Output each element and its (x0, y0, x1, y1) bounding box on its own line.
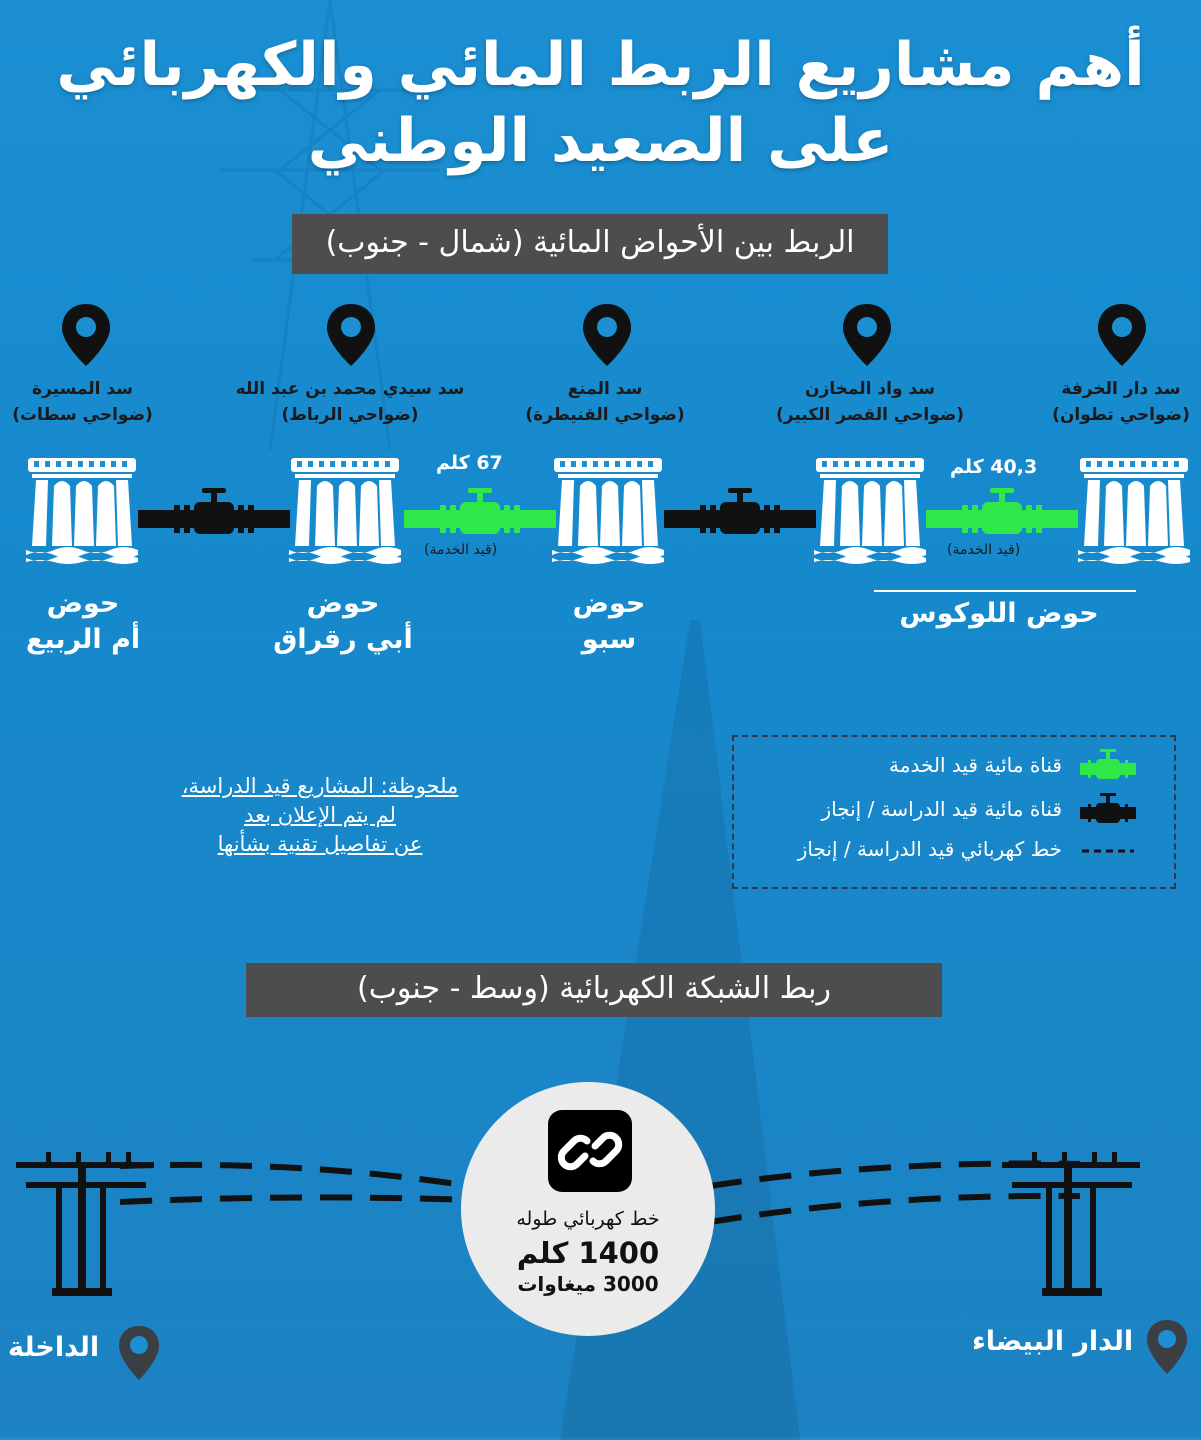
dam-icon (26, 456, 138, 564)
basin-label (268, 586, 418, 658)
pipe-planned-black (138, 488, 290, 538)
basin-label (874, 596, 1124, 632)
power-pole-icon (16, 1148, 156, 1298)
basin-line1: حوض (572, 588, 646, 619)
dam-icon (814, 456, 926, 564)
basin-line2: أم الربيع (25, 624, 141, 655)
power-line-length: 1400 كلم (516, 1236, 660, 1270)
power-section-heading: ربط الشبكة الكهربائية (وسط - جنوب) (246, 963, 942, 1017)
green-valve-icon (1080, 749, 1136, 781)
black-valve-icon (1080, 793, 1136, 825)
map-pin-icon (1144, 1318, 1190, 1376)
dam-location: (ضواحي القنيطرة) (525, 405, 685, 425)
dam-name: سد سيدي محمد بن عبد الله (235, 379, 465, 399)
basin-underline (874, 590, 1136, 592)
basin-line2: أبي رقراق (273, 624, 413, 655)
legend-label: قناة مائية قيد الدراسة / إنجاز (821, 797, 1062, 821)
note-line2: لم يتم الإعلان بعد (244, 803, 396, 827)
city-left-label: الداخلة (8, 1332, 100, 1363)
page-title-line1: أهم مشاريع الربط المائي والكهربائي (56, 30, 1145, 100)
dam-label (770, 376, 970, 428)
power-pole-icon (1002, 1148, 1142, 1298)
link-icon (548, 1110, 632, 1192)
dam-location: (ضواحي سطات) (12, 405, 153, 425)
map-pin-icon (1094, 302, 1150, 368)
note-line1: ملحوظة: المشاريع قيد الدراسة، (181, 774, 459, 798)
dam-icon (289, 456, 401, 564)
basin-line1: حوض اللوكوس (899, 598, 1099, 629)
legend-label: قناة مائية قيد الخدمة (889, 753, 1062, 777)
map-pin-icon (839, 302, 895, 368)
pipe-in-service-green (926, 488, 1078, 538)
water-section-heading: الربط بين الأحواض المائية (شمال - جنوب) (292, 214, 888, 274)
legend-item (734, 789, 1174, 829)
dam-location: (ضواحي الرباط) (281, 405, 419, 425)
dam-label (10, 376, 155, 428)
map-pin-icon (116, 1324, 162, 1382)
power-line-capacity: 3000 ميغاوات (517, 1272, 659, 1296)
dam-name: سد دار الخرفة (1061, 379, 1181, 399)
pipe-planned-black (664, 488, 816, 538)
basin-label (8, 586, 158, 658)
dam-name: سد المسيرة (32, 379, 133, 399)
dam-name: سد المنع (567, 379, 643, 399)
note-text (150, 772, 490, 859)
legend (732, 735, 1176, 889)
power-line-caption: خط كهربائي طوله (516, 1208, 660, 1230)
legend-label: خط كهربائي قيد الدراسة / إنجاز (797, 837, 1062, 861)
pipe-in-service-green (404, 488, 556, 538)
city-right-label: الدار البيضاء (972, 1326, 1134, 1357)
legend-item (734, 829, 1174, 869)
link-distance: 67 كلم (436, 452, 503, 474)
basin-line1: حوض (46, 588, 120, 619)
dam-label (520, 376, 690, 428)
map-pin-icon (579, 302, 635, 368)
link-distance: 40,3 كلم (950, 456, 1038, 478)
note-line3: عن تفاصيل تقنية بشأنها (217, 832, 423, 856)
dam-icon (1078, 456, 1190, 564)
basin-line2: سبو (581, 624, 637, 655)
dam-location: (ضواحي تطوان) (1052, 405, 1190, 425)
legend-item (734, 745, 1174, 785)
map-pin-icon (323, 302, 379, 368)
page-title-line2: على الصعيد الوطني (307, 106, 894, 176)
dam-location: (ضواحي القصر الكبير) (775, 405, 965, 425)
link-status: (قيد الخدمة) (947, 542, 1021, 558)
link-status: (قيد الخدمة) (424, 542, 498, 558)
dam-icon (552, 456, 664, 564)
basin-line1: حوض (306, 588, 380, 619)
basin-label (534, 586, 684, 658)
map-pin-icon (58, 302, 114, 368)
dam-label (1046, 376, 1196, 428)
dam-label (225, 376, 475, 428)
dam-name: سد واد المخازن (804, 379, 936, 399)
dashed-line-icon (1080, 833, 1136, 865)
